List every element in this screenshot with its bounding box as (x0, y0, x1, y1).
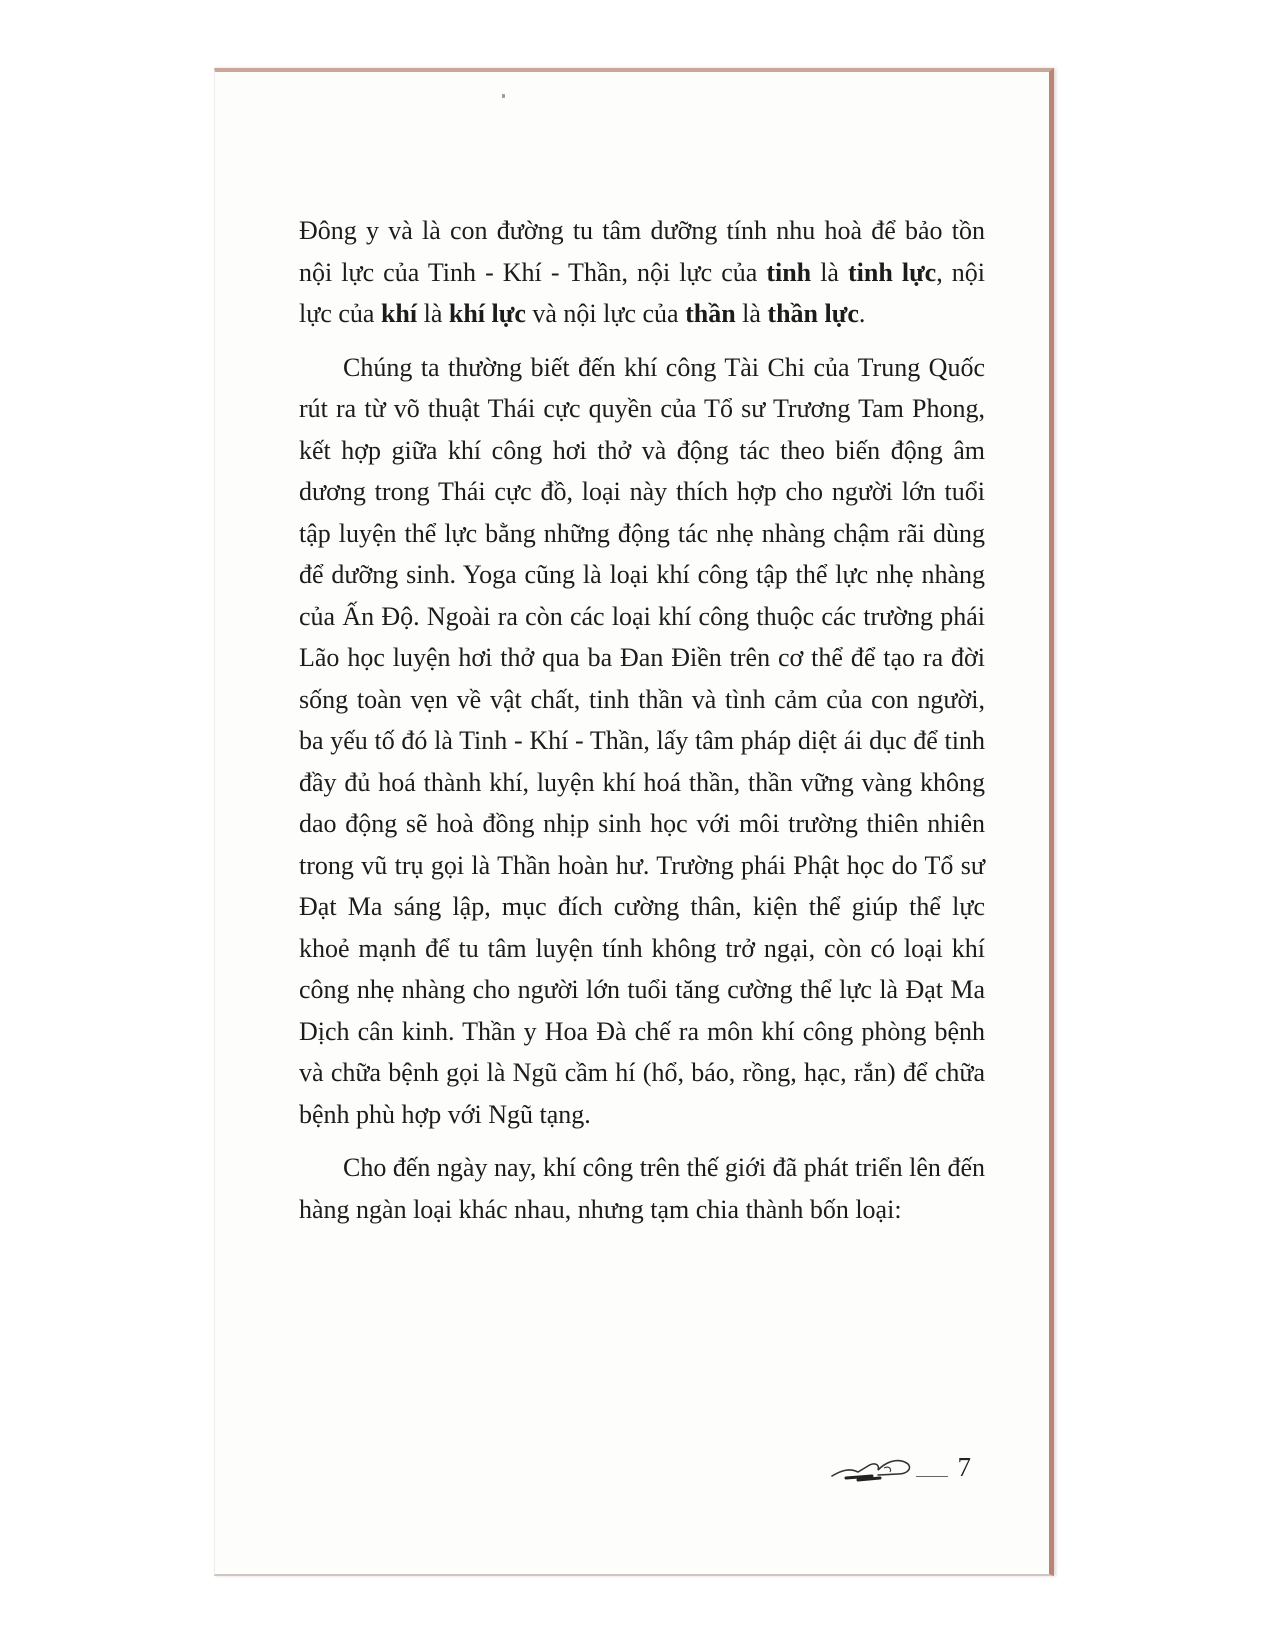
text-run: . (858, 299, 866, 328)
bold-term: tinh (766, 257, 812, 287)
bold-term: khí (380, 299, 418, 328)
paragraph-3 (299, 1147, 985, 1230)
text-run: là (811, 257, 848, 287)
text-run: Chúng ta thường biết đến khí công Tài Chi của Trung Quốc rút ra từ võ thuật Thái cực quyền của Tổ sư Trương Tam Phong, kết hợp giữa khí công hơi thở và động tác theo biến động âm dương trong Thái cực đồ, loại này thích hợp cho người lớn tuổi tập luyện thể lực bằng những động tác nhẹ nhàng chậm rãi dùng để dưỡng sinh. Yoga cũng là loại khí công tập thể lực nhẹ nhàng của Ấn Độ. Ngoài ra còn các loại khí công thuộc các trường phái Lão học luyện hơi thở qua ba Đan Điền trên cơ thể để tạo ra đời sống toàn vẹn về vật chất, tinh thần và tình cảm của con người, ba yếu tố đó là Tinh - Khí - Thần, lấy tâm pháp diệt ái dục để tinh đầy đủ hoá thành khí, luyện khí hoá thần, thần vững vàng không dao động sẽ hoà đồng nhịp sinh học với môi trường thiên nhiên trong vũ trụ gọi là Thần hoàn hư. Trường phái Phật học do Tổ sư Đạt Ma sáng lập, mục đích cường thân, kiện thể giúp thể lực khoẻ mạnh để tu tâm luyện tính không trở ngại, còn có loại khí công nhẹ nhàng cho người lớn tuổi tăng cường thể lực là Đạt Ma Dịch cân kinh. Thần y Hoa Đà chế ra môn khí công phòng bệnh và chữa bệnh gọi là Ngũ cầm hí (hổ, báo, rồng, hạc, rắn) để chữa bệnh phù hợp với Ngũ tạng. (299, 352, 985, 1129)
bold-term: thần (685, 299, 736, 328)
body-text (299, 210, 985, 1242)
text-run: , nội lực của (299, 257, 985, 328)
paragraph-2 (299, 347, 985, 1136)
book-page (214, 68, 1054, 1576)
text-run: và nội lực của (525, 299, 686, 328)
bold-term: tinh lực (848, 257, 937, 287)
text-run: Cho đến ngày nay, khí công trên thế giới đã phát triển lên đến hàng ngàn loại khác nhau, nhưng tạm chia thành bốn loại: (299, 1153, 985, 1224)
bold-term: thần lực (767, 299, 859, 328)
text-run: là (417, 299, 449, 328)
text-run: là (735, 299, 768, 328)
text-run: Đông y và là con đường tu tâm dưỡng tính nhu hoà để bảo tồn nội lực của Tinh - Khí - Thần, nội lực của (299, 216, 985, 287)
page-footer (828, 1450, 972, 1484)
printing-mark (502, 94, 505, 98)
footer-rule (916, 1476, 948, 1477)
sketch-ornament-icon (828, 1450, 920, 1484)
page-number: 7 (957, 1451, 971, 1482)
paragraph-1 (299, 210, 985, 335)
bold-term: khí lực (448, 299, 526, 328)
